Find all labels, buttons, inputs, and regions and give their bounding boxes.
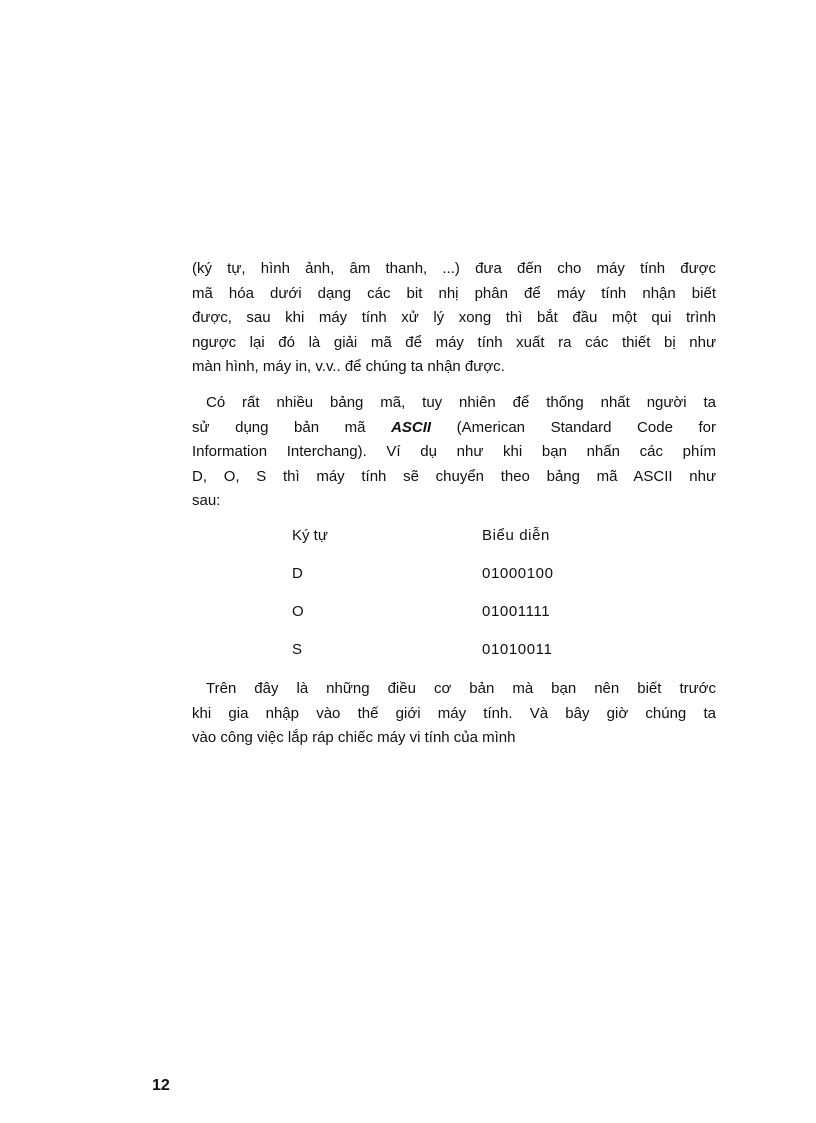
table-cell-code: 01010011 <box>482 641 553 658</box>
paragraph-encoding-intro <box>192 257 716 380</box>
table-cell-char: D <box>292 565 303 582</box>
page-number: 12 <box>152 1077 170 1094</box>
paragraph-conclusion <box>192 677 716 751</box>
text-line: Information Interchang). Ví dụ như khi bạn nhấn các phím <box>192 443 716 460</box>
paragraph-ascii <box>192 391 716 514</box>
text-line: Có rất nhiều bảng mã, tuy nhiên để thống nhất người ta <box>206 394 716 411</box>
text-segment: sử dụng bản mã <box>192 418 392 436</box>
text-line: (ký tự, hình ảnh, âm thanh, ...) đưa đến cho máy tính được <box>192 260 716 277</box>
text-line: màn hình, máy in, v.v.. để chúng ta nhận được. <box>192 358 505 375</box>
text-line: được, sau khi máy tính xử lý xong thì bắt đầu một qui trình <box>192 309 716 326</box>
text-segment: (American Standard Code for <box>431 418 716 436</box>
text-line: D, O, S thì máy tính sẽ chuyển theo bảng mã ASCII như <box>192 467 716 485</box>
text-line: ngược lại đó là giải mã để máy tính xuất ra các thiết bị như <box>192 333 716 351</box>
text-line: sau: <box>192 492 221 509</box>
column-header-char: Ký tự <box>292 527 328 544</box>
text-line-ascii <box>192 416 716 441</box>
table-cell-code: 01001111 <box>482 603 551 620</box>
table-cell-char: O <box>292 603 304 620</box>
text-line: Trên đây là những điều cơ bản mà bạn nên biết trước <box>206 680 716 697</box>
table-cell-char: S <box>292 641 303 658</box>
ascii-term: ASCII <box>391 418 432 436</box>
text-line: vào công việc lắp ráp chiếc máy vi tính của mình <box>192 729 516 746</box>
text-line: mã hóa dưới dạng các bit nhị phân để máy tính nhận biết <box>192 284 716 302</box>
text-line: khi gia nhập vào thế giới máy tính. Và bây giờ chúng ta <box>192 704 716 722</box>
column-header-code: Biểu diễn <box>482 527 550 544</box>
table-cell-code: 01000100 <box>482 565 554 582</box>
